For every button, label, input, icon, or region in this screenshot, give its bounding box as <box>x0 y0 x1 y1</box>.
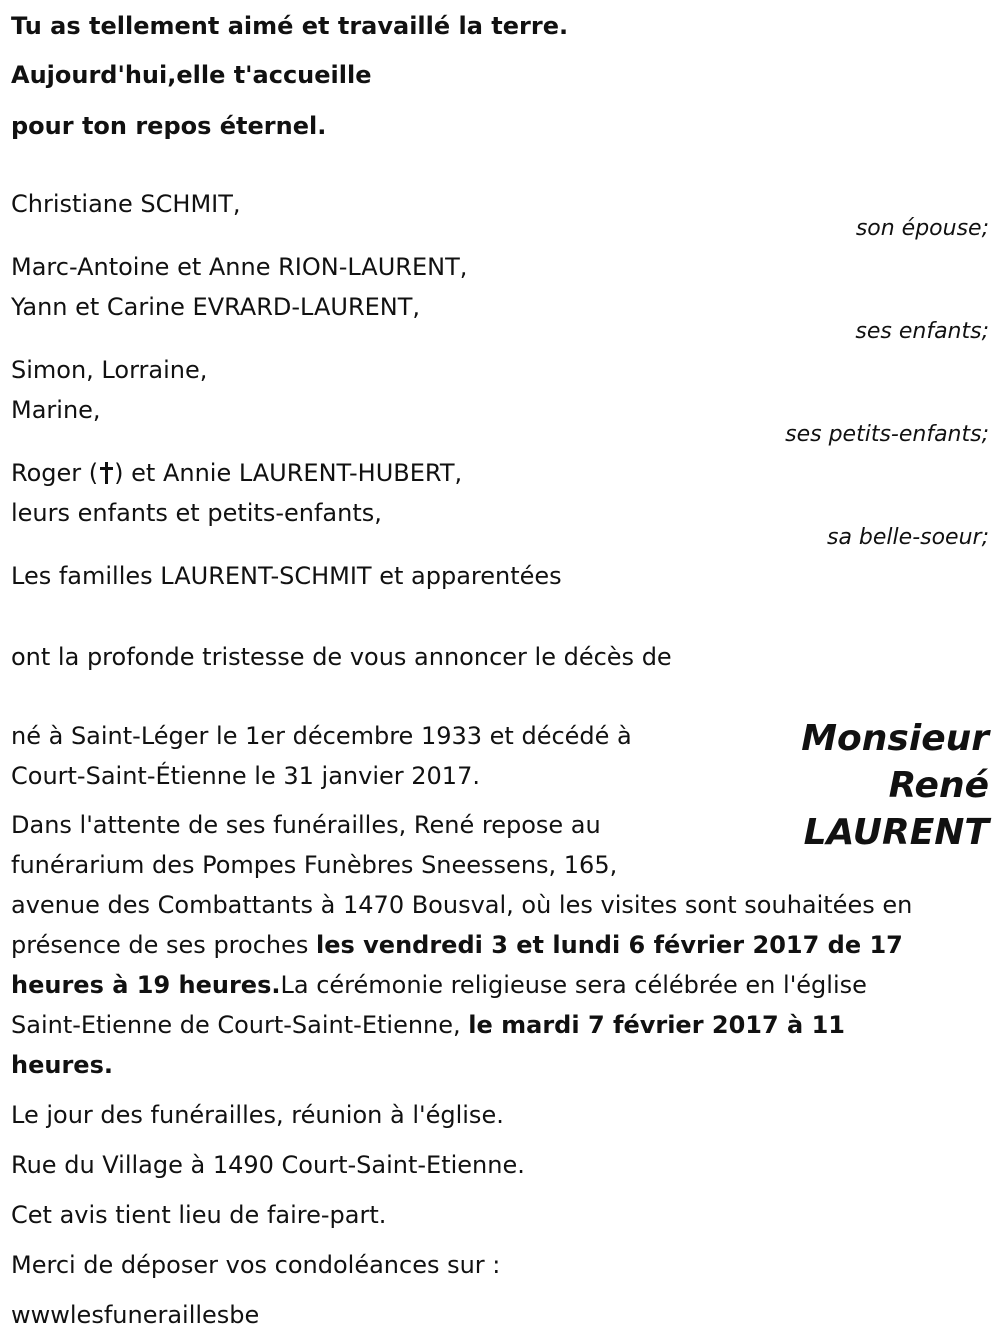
visiting-hours: les vendredi 3 et lundi 6 février 2017 de 17 <box>316 931 903 959</box>
epitaph-line-1: Tu as tellement aimé et travaillé la terre. <box>11 12 569 40</box>
ceremony-time: heures. <box>11 1051 113 1079</box>
spouse-role: son épouse; <box>855 216 989 241</box>
deceased-title: Monsieur <box>801 718 989 759</box>
sibling-role: sa belle-soeur; <box>827 525 989 550</box>
address-line: Rue du Village à 1490 Court-Saint-Etienne. <box>11 1151 525 1179</box>
sibling-line-1 <box>11 457 462 489</box>
child-name-1: Marc-Antoine et Anne RION-LAURENT, <box>11 253 468 281</box>
notice-line: Cet avis tient lieu de faire-part. <box>11 1201 387 1229</box>
deceased-first-name: René <box>888 765 989 806</box>
condolences-line: Merci de déposer vos condoléances sur : <box>11 1251 501 1279</box>
website-link[interactable]: wwwlesfuneraillesbe <box>11 1301 260 1329</box>
grandchildren-line-1: Simon, Lorraine, <box>11 356 208 384</box>
funeral-line-6 <box>11 1009 845 1041</box>
epitaph-line-2: Aujourd'hui,elle t'accueille <box>11 61 372 89</box>
funeral-line-5 <box>11 969 867 1001</box>
bio-line-1: né à Saint-Léger le 1er décembre 1933 et décédé à <box>11 722 632 750</box>
meeting-line: Le jour des funérailles, réunion à l'église. <box>11 1101 504 1129</box>
bio-line-2: Court-Saint-Étienne le 31 janvier 2017. <box>11 762 480 790</box>
funeral-line-4-text: présence de ses proches <box>11 931 317 959</box>
deceased-last-name: LAURENT <box>803 812 989 853</box>
funeral-line-3: avenue des Combattants à 1470 Bousval, où les visites sont souhaitées en <box>11 891 913 919</box>
sibling-text-a: Roger ( <box>11 459 99 487</box>
sibling-line-2: leurs enfants et petits-enfants, <box>11 499 382 527</box>
spouse-name: Christiane SCHMIT, <box>11 190 241 218</box>
grandchildren-line-2: Marine, <box>11 396 101 424</box>
funeral-line-5-text: La cérémonie religieuse sera célébrée en l'église <box>280 971 867 999</box>
children-role: ses enfants; <box>855 319 989 344</box>
families-line: Les familles LAURENT-SCHMIT et apparentées <box>11 562 562 590</box>
epitaph-line-3: pour ton repos éternel. <box>11 112 327 140</box>
cross-icon <box>100 462 112 484</box>
ceremony-date: le mardi 7 février 2017 à 11 <box>468 1011 845 1039</box>
funeral-line-2: funérarium des Pompes Funèbres Sneessens, 165, <box>11 851 618 879</box>
announcement-line: ont la profonde tristesse de vous annoncer le décès de <box>11 643 672 671</box>
funeral-line-4 <box>11 929 903 961</box>
visiting-hours-end: heures à 19 heures. <box>11 971 281 999</box>
funeral-line-1: Dans l'attente de ses funérailles, René repose au <box>11 811 601 839</box>
child-name-2: Yann et Carine EVRARD-LAURENT, <box>11 293 421 321</box>
grandchildren-role: ses petits-enfants; <box>785 422 989 447</box>
funeral-line-6-text: Saint-Etienne de Court-Saint-Etienne, <box>11 1011 469 1039</box>
sibling-text-b: ) et Annie LAURENT-HUBERT, <box>114 459 463 487</box>
